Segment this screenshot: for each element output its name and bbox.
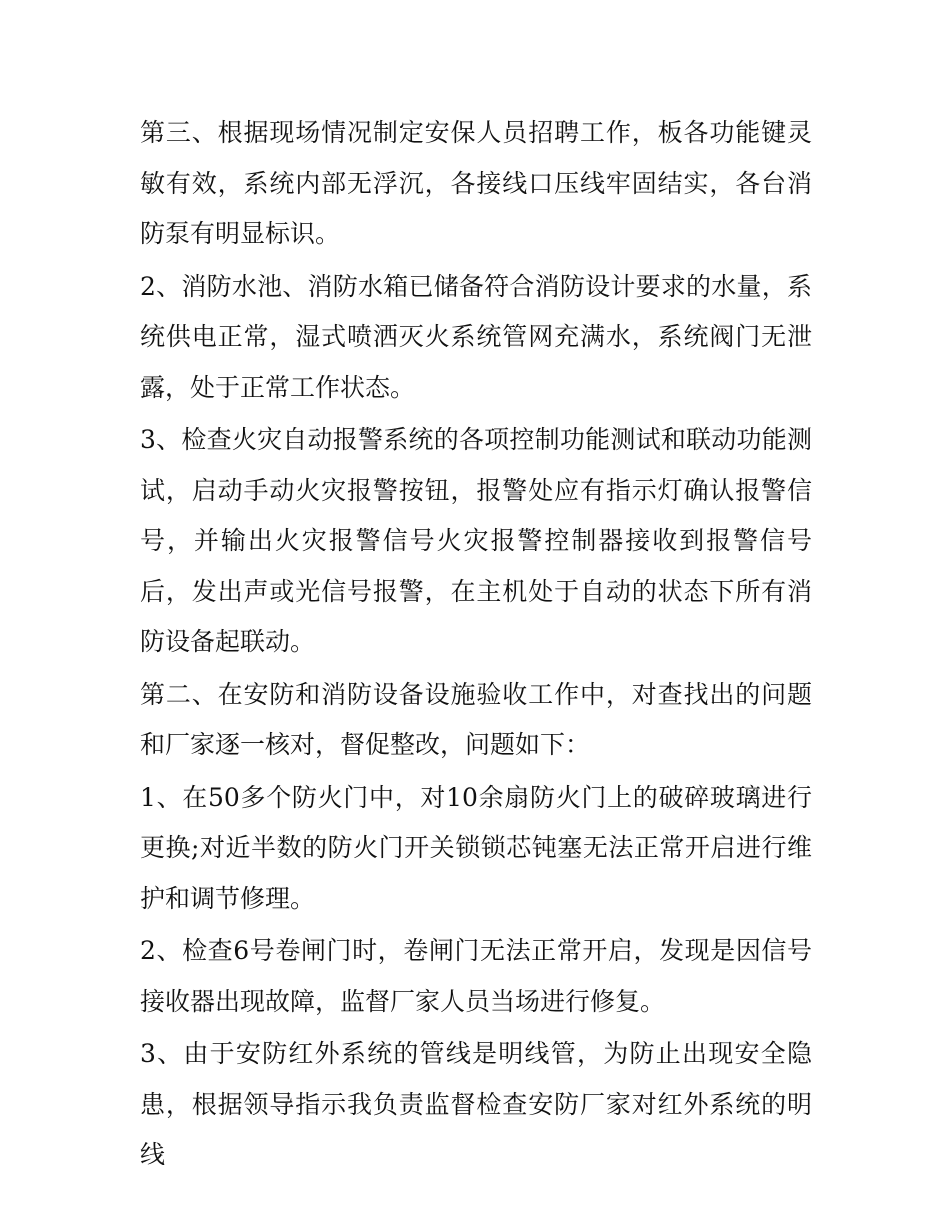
paragraph-section-three: 第三、根据现场情况制定安保人员招聘工作，板各功能键灵敏有效，系统内部无浮沉，各接线口压线牢固结实，各台消防泵有明显标识。 (140, 118, 812, 248)
paragraph-item-2-water: 2、消防水池、消防水箱已储备符合消防设计要求的水量，系统供电正常，湿式喷洒灭火系统管网充满水，系统阀门无泄露，处于正常工作状态。 (140, 271, 812, 402)
paragraph-item-1-fire-doors: 1、在50多个防火门中，对10余扇防火门上的破碎玻璃进行更换;对近半数的防火门开关锁锁芯钝塞无法正常开启进行维护和调节修理。 (140, 782, 812, 913)
paragraph-item-2-rolling-door: 2、检查6号卷闸门时，卷闸门无法正常开启，发现是因信号接收器出现故障，监督厂家人员当场进行修复。 (140, 936, 812, 1016)
paragraph-section-two: 第二、在安防和消防设备设施验收工作中，对查找出的问题和厂家逐一核对，督促整改，问题如下： (140, 679, 812, 759)
paragraph-item-3-alarm: 3、检查火灾自动报警系统的各项控制功能测试和联动功能测试，启动手动火灾报警按钮，报警处应有指示灯确认报警信号，并输出火灾报警信号火灾报警控制器接收到报警信号后，发出声或光信号报警，在主机处于自动的状态下所有消防设备起联动。 (140, 425, 812, 656)
paragraph-item-3-infrared: 3、由于安防红外系统的管线是明线管，为防止出现安全隐患，根据领导指示我负责监督检查安防厂家对红外系统的明线 (140, 1039, 812, 1169)
document-page (140, 108, 812, 1183)
